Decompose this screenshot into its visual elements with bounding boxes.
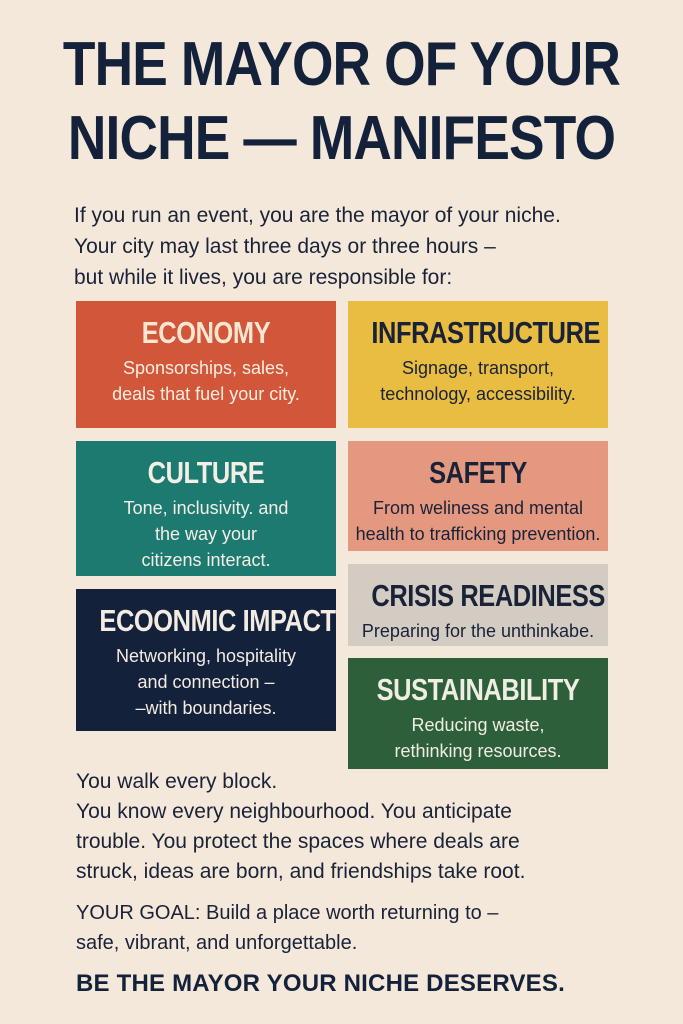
economy-body bbox=[76, 355, 336, 407]
closing-line-4: struck, ideas are born, and friendships take root. bbox=[76, 860, 526, 883]
goal-line-2: safe, vibrant, and unforgettable. bbox=[76, 932, 358, 954]
impact-line-1: Networking, hospitality bbox=[115, 646, 297, 666]
economy-line-1: Sponsorships, sales, bbox=[122, 358, 290, 378]
intro-line-3: but while it lives, you are responsible for: bbox=[74, 266, 453, 289]
economy-heading: ECONOMY bbox=[141, 315, 271, 350]
closing-line-2: You know every neighbourhood. You anticipate bbox=[76, 800, 512, 823]
sustainability-line-1: Reducing waste, bbox=[411, 715, 545, 735]
crisis-readiness-card bbox=[348, 564, 608, 646]
economy-line-2: deals that fuel your city. bbox=[112, 384, 300, 404]
impact-heading: ECOONMIC IMPACT bbox=[99, 603, 336, 638]
sustainability-card bbox=[348, 658, 608, 769]
goal-paragraph bbox=[76, 898, 666, 958]
infrastructure-card bbox=[348, 301, 608, 428]
page-title bbox=[48, 28, 635, 176]
intro-paragraph bbox=[74, 200, 654, 293]
safety-line-1: From weliness and mental bbox=[372, 498, 584, 518]
crisis-line-1: Preparing for the unthinkabe. bbox=[361, 621, 595, 641]
safety-heading: SAFETY bbox=[429, 455, 527, 490]
closing-paragraph bbox=[76, 767, 666, 887]
crisis-heading: CRISIS READINESS bbox=[371, 578, 605, 613]
infrastructure-line-1: Signage, transport, bbox=[401, 358, 555, 378]
impact-body bbox=[76, 643, 336, 721]
sustainability-body bbox=[348, 712, 608, 764]
title-line-2: NICHE — MANIFESTO bbox=[67, 104, 616, 173]
safety-line-2: health to trafficking prevention. bbox=[355, 524, 601, 544]
title-line-1: THE MAYOR OF YOUR bbox=[62, 30, 621, 99]
culture-body bbox=[76, 495, 336, 573]
culture-line-2: the way your bbox=[154, 524, 258, 544]
infrastructure-line-2: technology, accessibility. bbox=[380, 384, 576, 404]
crisis-body bbox=[348, 618, 608, 644]
infrastructure-heading: INFRASTRUCTURE bbox=[371, 315, 601, 350]
impact-line-3: –with boundaries. bbox=[135, 698, 277, 718]
sustainability-line-2: rethinking resources. bbox=[394, 741, 562, 761]
impact-line-2: and connection – bbox=[137, 672, 275, 692]
infrastructure-body bbox=[348, 355, 608, 407]
economy-card bbox=[76, 301, 336, 428]
culture-heading: CULTURE bbox=[147, 455, 265, 490]
intro-line-2: Your city may last three days or three hours – bbox=[74, 235, 496, 258]
economic-impact-card bbox=[76, 589, 336, 731]
culture-line-1: Tone, inclusivity. and bbox=[123, 498, 289, 518]
culture-line-3: citizens interact. bbox=[141, 550, 271, 570]
final-slogan: BE THE MAYOR YOUR NICHE DESERVES. bbox=[76, 970, 565, 997]
closing-line-3: trouble. You protect the spaces where deals are bbox=[76, 830, 520, 853]
safety-body bbox=[348, 495, 608, 547]
intro-line-1: If you run an event, you are the mayor of your niche. bbox=[74, 204, 561, 227]
culture-card bbox=[76, 441, 336, 576]
safety-card bbox=[348, 441, 608, 551]
goal-line-1: YOUR GOAL: Build a place worth returning to – bbox=[76, 902, 499, 924]
sustainability-heading: SUSTAINABILITY bbox=[376, 672, 580, 707]
closing-line-1: You walk every block. bbox=[76, 770, 278, 793]
